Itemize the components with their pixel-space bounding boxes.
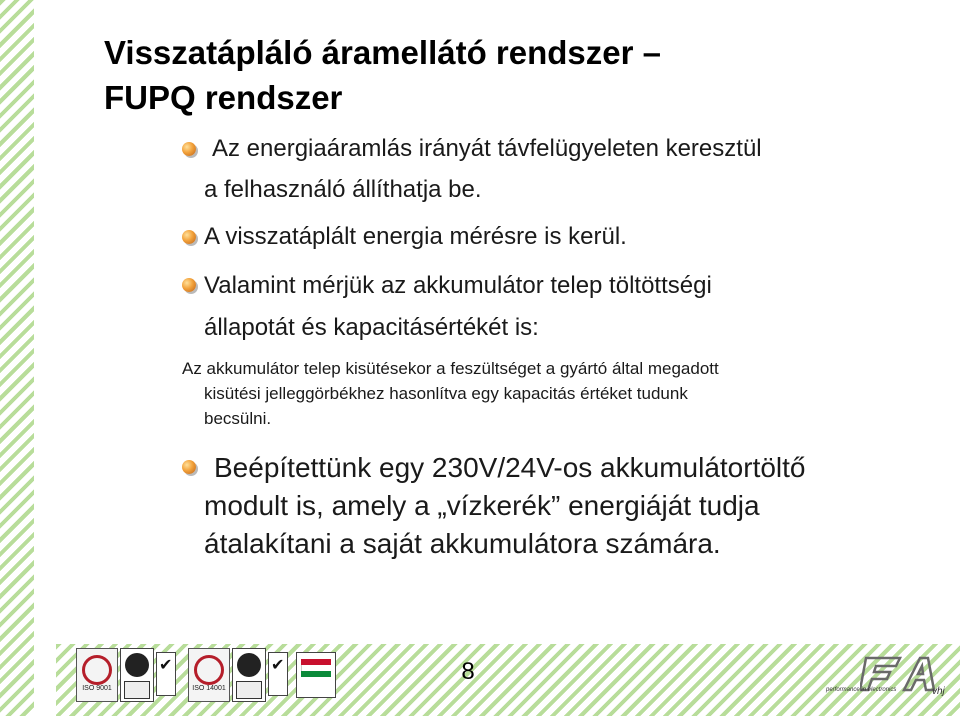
certification-seal-icon <box>194 655 224 685</box>
page-number: 8 <box>461 658 475 685</box>
certification-seal-icon <box>82 655 112 685</box>
ukas-tick-badge <box>156 652 176 696</box>
note-line: kisütési jelleggörbékhez hasonlítva egy kapacitás értéket tudunk <box>204 384 688 403</box>
bullet-line: átalakítani a saját akkumulátora számára. <box>204 528 721 559</box>
quality-management-cert <box>120 648 154 702</box>
bullet-line: modult is, amely a „vízkerék” energiáját tudja <box>204 490 760 521</box>
slide-title-line-2: FUPQ rendszer <box>104 79 343 116</box>
bullet-battery-state <box>204 265 944 349</box>
bullet-energy-direction <box>204 128 944 210</box>
ukas-tick-badge <box>268 652 288 696</box>
bullet-line: Valamint mérjük az akkumulátor telep töltöttségi <box>204 272 712 299</box>
orange-ball-icon <box>182 460 196 474</box>
environment-management-cert <box>232 648 266 702</box>
cert-plate-icon <box>124 681 150 699</box>
logo-mark-text: vhj <box>932 686 945 697</box>
bullet-energy-metering: A visszatáplált energia mérésre is kerül. <box>204 223 627 250</box>
bullet-charger-module <box>204 449 944 563</box>
orange-ball-icon <box>182 230 196 244</box>
orange-ball-icon <box>182 278 196 292</box>
iso-9001-badge <box>76 648 118 702</box>
bullet-line: Beépítettünk egy 230V/24V-os akkumulátortöltő <box>214 452 806 483</box>
orange-ball-icon <box>182 142 196 156</box>
slide-title <box>104 30 924 120</box>
checkmark-icon: ✔ <box>159 655 173 674</box>
note-line: becsülni. <box>204 409 272 428</box>
checkmark-icon: ✔ <box>271 655 285 674</box>
battery-discharge-note <box>182 356 942 431</box>
iso-14001-badge <box>188 648 230 702</box>
cert-plate-icon <box>236 681 262 699</box>
slide-title-line-1: Visszatápláló áramellátó rendszer – <box>104 34 661 71</box>
bullet-line: Az energiaáramlás irányát távfelügyeleten keresztül <box>212 135 762 162</box>
badge-label: ISO 14001 <box>192 685 226 692</box>
note-line: Az akkumulátor telep kisütésekor a feszültséget a gyártó által megadott <box>182 359 719 378</box>
cert-seal-icon <box>237 653 261 677</box>
footer-stripe <box>56 644 960 716</box>
bullet-line: a felhasználó állíthatja be. <box>204 176 482 203</box>
left-stripe-decoration <box>0 0 34 716</box>
logo-tagline: performance in electronics <box>826 687 897 693</box>
flag-green-stripe <box>301 671 331 677</box>
badge-label: ISO 9001 <box>82 685 112 692</box>
hungarian-flag-badge <box>296 652 336 698</box>
cert-seal-icon <box>125 653 149 677</box>
bullet-line: állapotát és kapacitásértékét is: <box>204 314 539 341</box>
company-logo-icon <box>860 650 950 702</box>
